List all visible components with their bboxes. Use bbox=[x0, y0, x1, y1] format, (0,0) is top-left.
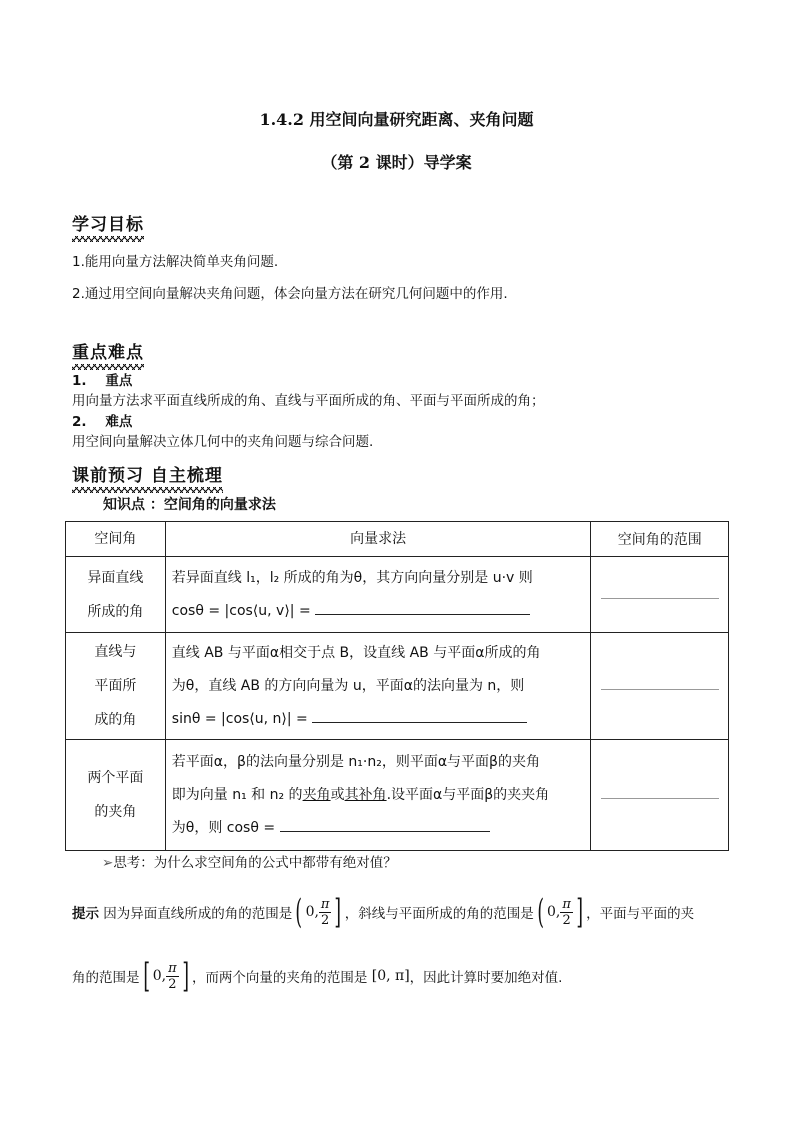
table-row bbox=[66, 740, 729, 851]
table-header-range: 空间角的范围 bbox=[591, 522, 729, 557]
tip-text-3: ，平面与平面的夹 bbox=[586, 906, 695, 922]
row1-name-line2: 所成的角 bbox=[87, 603, 144, 620]
row2-range bbox=[591, 633, 729, 740]
row3-answer-blank bbox=[280, 817, 490, 832]
row3-name-line1: 两个平面 bbox=[87, 770, 144, 786]
row2-formula: sinθ = |cos⟨u, n⟩| = bbox=[171, 710, 308, 727]
row3-range bbox=[591, 740, 729, 851]
knowledge-point: 知识点 ：空间角的向量求法 bbox=[103, 497, 276, 513]
row1-name bbox=[66, 557, 166, 633]
row1-range-blank bbox=[601, 598, 719, 599]
range-plane-plane: [ 0, $\frac{\pi}{2}$ ] bbox=[142, 956, 189, 996]
row2-answer-blank bbox=[312, 708, 527, 723]
goal-item-2: 2.通过用空间向量解决夹角问题，体会向量方法在研究几何问题中的作用. bbox=[72, 286, 508, 302]
table-row bbox=[66, 557, 729, 633]
row3-method-line1: 若平面α，β的法向量分别是 n₁·n₂，则平面α与平面β的夹角 bbox=[171, 753, 540, 770]
tip-text-6: ，因此计算时要加绝对值. bbox=[409, 970, 563, 986]
table-row bbox=[66, 633, 729, 740]
row1-answer-blank bbox=[315, 600, 530, 615]
row1-method bbox=[165, 557, 591, 633]
row2-range-blank bbox=[601, 689, 719, 690]
tip-label: 提示 bbox=[72, 906, 99, 922]
row3-method-line2a: 即为向量 n₁ 和 n₂ 的 bbox=[171, 786, 303, 803]
table-header-angle: 空间角 bbox=[66, 522, 166, 557]
difficulty-label: 2. 难点 bbox=[72, 414, 133, 430]
tip-line-1 bbox=[72, 888, 732, 936]
row1-range bbox=[591, 557, 729, 633]
row3-method-line3 bbox=[172, 812, 591, 845]
range-vectors: [0, π] bbox=[371, 968, 410, 984]
difficulty-text: 用空间向量解决立体几何中的夹角问题与综合问题. bbox=[72, 434, 374, 450]
row3-formula: 为θ，则 cosθ = bbox=[171, 819, 276, 836]
row3-method-line2 bbox=[172, 779, 591, 812]
row2-method-line1: 直线 AB 与平面α相交于点 B，设直线 AB 与平面α所成的角 bbox=[171, 644, 541, 661]
think-question bbox=[102, 851, 397, 871]
frac-den: 2 bbox=[321, 912, 330, 928]
tip-text-2: ，斜线与平面所成的角的范围是 bbox=[344, 906, 534, 922]
row2-method bbox=[165, 633, 591, 740]
page-subtitle: （第 2 课时）导学案 bbox=[321, 153, 472, 172]
range-line-plane: ( 0, $\frac{\pi}{2}$ ] bbox=[537, 892, 583, 932]
frac-num: π bbox=[168, 960, 177, 976]
row3-name bbox=[66, 740, 166, 851]
row3-range-blank bbox=[601, 798, 719, 799]
row2-name-line1: 直线与 bbox=[94, 644, 137, 660]
interval-zero: 0, bbox=[305, 904, 319, 920]
interval-zero: 0, bbox=[152, 968, 167, 984]
preview-heading: 课前预习 自主梳理 bbox=[72, 461, 223, 486]
row1-method-line1: 若异面直线 l₁，l₂ 所成的角为θ，其方向向量分别是 u·v 则 bbox=[171, 569, 533, 586]
key-point-text: 用向量方法求平面直线所成的角、直线与平面所成的角、平面与平面所成的角； bbox=[72, 393, 545, 409]
frac-den: 2 bbox=[168, 976, 177, 992]
row2-name-line2: 平面所 bbox=[94, 678, 137, 694]
row3-name-line2: 的夹角 bbox=[94, 804, 137, 820]
table-header-method: 向量求法 bbox=[165, 522, 591, 557]
arrow-icon: ➢ bbox=[102, 855, 114, 871]
row2-method-line3 bbox=[172, 703, 591, 736]
key-heading: 重点难点 bbox=[72, 338, 144, 363]
frac-den: 2 bbox=[562, 912, 571, 928]
row2-name bbox=[66, 633, 166, 740]
row1-formula: cosθ = |cos⟨u, v⟩| = bbox=[171, 602, 311, 619]
row3-angle-answer: 夹角 bbox=[302, 786, 331, 803]
goals-heading: 学习目标 bbox=[72, 210, 144, 235]
interval-zero: 0, bbox=[547, 904, 561, 920]
row1-name-line1: 异面直线 bbox=[87, 569, 144, 586]
think-text: 思考：为什么求空间角的公式中都带有绝对值？ bbox=[113, 855, 397, 871]
row3-supplement-answer: 其补角 bbox=[344, 786, 387, 803]
key-point-label: 1. 重点 bbox=[72, 373, 133, 389]
page-title: 1.4.2 用空间向量研究距离、夹角问题 bbox=[259, 110, 534, 129]
range-skew-lines: ( 0, $\frac{\pi}{2}$ ] bbox=[295, 892, 342, 932]
row1-method-line2 bbox=[172, 595, 591, 628]
frac-num: π bbox=[562, 896, 571, 912]
tip-text-1: 因为异面直线所成的角的范围是 bbox=[103, 906, 293, 922]
tip-line-2 bbox=[72, 952, 732, 1000]
row3-method bbox=[165, 740, 591, 851]
row3-or: 或 bbox=[330, 786, 345, 803]
row3-method-line2b: .设平面α与平面β的夹夹角 bbox=[386, 786, 550, 803]
row2-method-line2: 为θ，直线 AB 的方向向量为 u，平面α的法向量为 n，则 bbox=[171, 677, 525, 694]
row2-name-line3: 成的角 bbox=[94, 712, 137, 728]
tip-text-5: ，而两个向量的夹角的范围是 bbox=[191, 970, 368, 986]
frac-num: π bbox=[320, 896, 330, 912]
goal-item-1: 1.能用向量方法解决简单夹角问题. bbox=[72, 254, 279, 270]
angle-table bbox=[65, 521, 729, 851]
tip-text-4: 角的范围是 bbox=[72, 970, 140, 986]
